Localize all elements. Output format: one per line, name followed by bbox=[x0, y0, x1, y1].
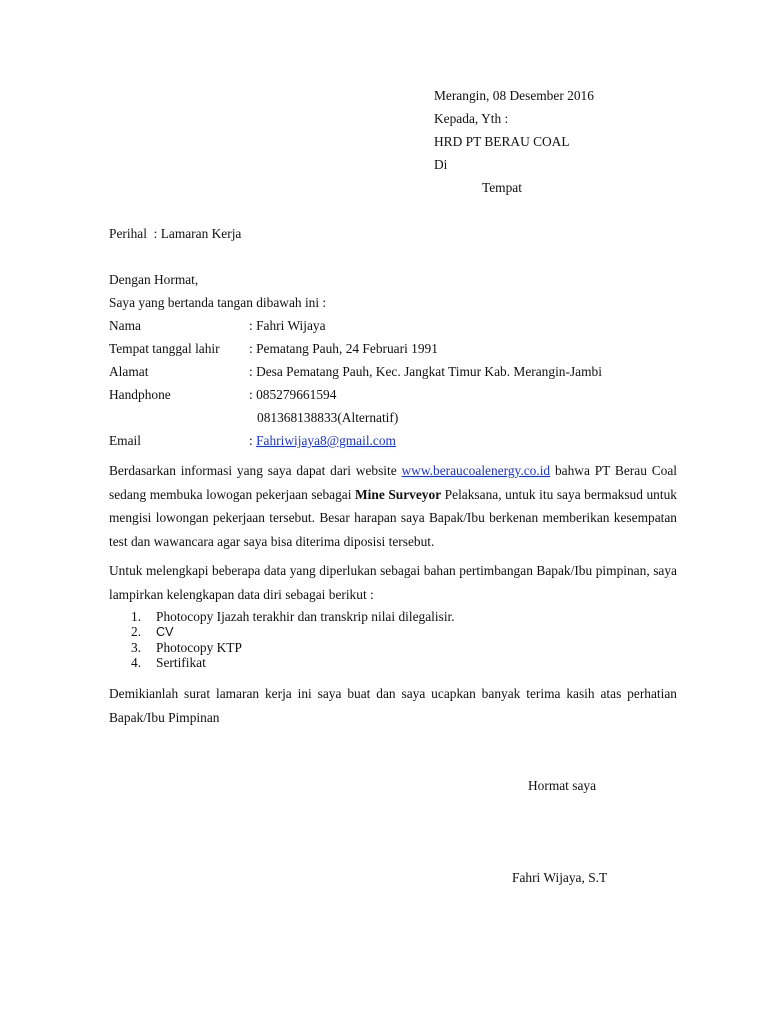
list-number: 4. bbox=[131, 655, 142, 670]
paragraph-1-post: Pelaksana, untuk itu saya bermaksud untuk mengisi lowongan pekerjaan tersebut. Besar harapan saya Bapak/Ibu berkenan memberikan kesempatan test dan wawancara agar saya bisa diterima diposisi tersebut. bbox=[109, 486, 677, 549]
list-number: 1. bbox=[131, 609, 142, 624]
list-item bbox=[109, 624, 455, 640]
email-row bbox=[249, 432, 396, 450]
list-text: Photocopy KTP bbox=[156, 640, 242, 655]
position-name: Mine Surveyor bbox=[355, 486, 442, 502]
handphone-value: : 085279661594 bbox=[249, 387, 337, 402]
nama-label: Nama bbox=[109, 318, 141, 333]
attachments-list bbox=[109, 609, 455, 670]
list-text: Sertifikat bbox=[156, 655, 206, 670]
paragraph-1-pre: Berdasarkan informasi yang saya dapat dari website bbox=[109, 463, 402, 478]
intro-line: Saya yang bertanda tangan dibawah ini : bbox=[109, 295, 327, 310]
recipient-company: HRD PT BERAU COAL bbox=[434, 134, 570, 149]
recipient-place: Tempat bbox=[482, 180, 522, 195]
handphone-label: Handphone bbox=[109, 387, 171, 402]
handphone-alt-value: 081368138833(Alternatif) bbox=[257, 410, 399, 425]
paragraph-attachments-intro: Untuk melengkapi beberapa data yang diperlukan sebagai bahan pertimbangan Bapak/Ibu pimpinan, saya lampirkan kelengkapan data diri sebagai berikut : bbox=[109, 563, 677, 602]
email-colon: : bbox=[249, 433, 257, 448]
website-link[interactable]: www.beraucoalenergy.co.id bbox=[401, 463, 551, 478]
greeting: Dengan Hormat, bbox=[109, 272, 199, 287]
paragraph-1-mid: bahwa PT Berau Coal sedang membuka lowogan pekerjaan sebagai bbox=[109, 463, 677, 502]
list-text: Photocopy Ijazah terakhir dan transkrip nilai dilegalisir. bbox=[156, 609, 455, 624]
recipient-salutation: Kepada, Yth : bbox=[434, 111, 509, 126]
list-item bbox=[109, 609, 455, 624]
email-link[interactable]: Fahriwijaya8@gmail.com bbox=[256, 433, 396, 448]
ttl-value: : Pematang Pauh, 24 Februari 1991 bbox=[249, 341, 438, 356]
closing-paragraph: Demikianlah surat lamaran kerja ini saya buat dan saya ucapkan banyak terima kasih atas perhatian Bapak/Ibu Pimpinan bbox=[109, 686, 677, 725]
list-text: CV bbox=[156, 625, 174, 639]
nama-value: : Fahri Wijaya bbox=[249, 318, 326, 333]
regards: Hormat saya bbox=[528, 778, 597, 793]
list-item bbox=[109, 640, 455, 655]
email-label: Email bbox=[109, 433, 141, 448]
alamat-value: : Desa Pematang Pauh, Kec. Jangkat Timur Kab. Merangin-Jambi bbox=[249, 364, 602, 379]
recipient-di: Di bbox=[434, 157, 448, 172]
ttl-label: Tempat tanggal lahir bbox=[109, 341, 220, 356]
signer-name: Fahri Wijaya, S.T bbox=[512, 870, 608, 885]
subject-line: Perihal : Lamaran Kerja bbox=[109, 226, 242, 241]
list-item bbox=[109, 655, 455, 670]
list-number: 3. bbox=[131, 640, 142, 655]
paragraph-background bbox=[109, 459, 677, 553]
place-date: Merangin, 08 Desember 2016 bbox=[434, 88, 594, 103]
list-number: 2. bbox=[131, 624, 142, 639]
alamat-label: Alamat bbox=[109, 364, 149, 379]
